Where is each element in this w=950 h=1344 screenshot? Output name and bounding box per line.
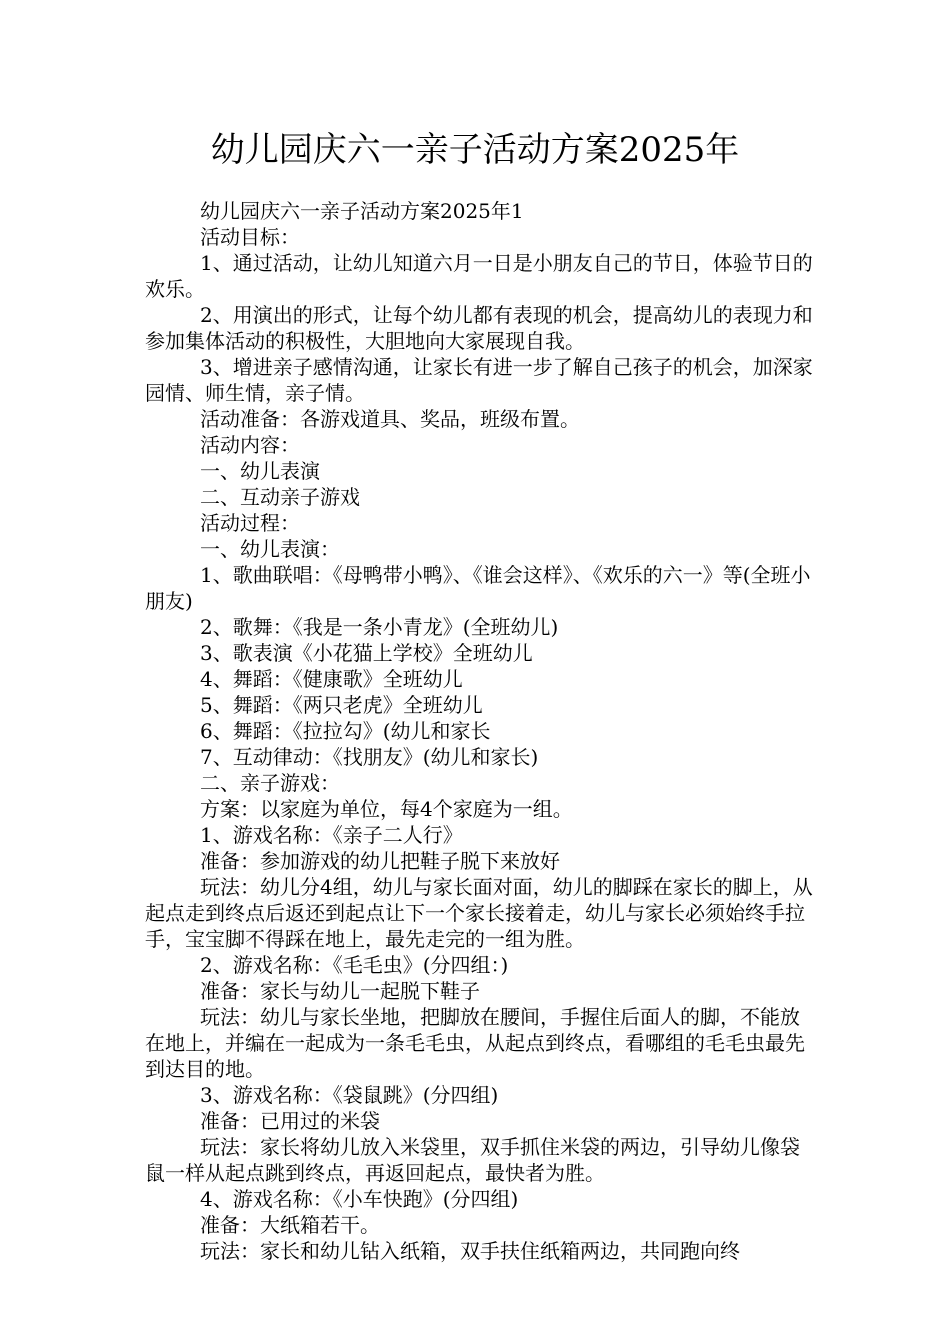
paragraph: 方案：以家庭为单位，每4个家庭为一组。 xyxy=(200,797,573,821)
document-body xyxy=(145,198,813,1264)
paragraph: 1、通过活动，让幼儿知道六月一日是小朋友自己的节日，体验节日的欢乐。 xyxy=(145,251,813,301)
paragraph: 活动目标： xyxy=(200,225,300,249)
paragraph: 准备：参加游戏的幼儿把鞋子脱下来放好 xyxy=(200,849,560,873)
paragraph: 玩法：家长和幼儿钻入纸箱，双手扶住纸箱两边，共同跑向终 xyxy=(200,1239,740,1263)
paragraph: 4、游戏名称：《小车快跑》(分四组) xyxy=(200,1187,519,1211)
paragraph: 一、幼儿表演 xyxy=(200,459,320,483)
paragraph: 2、用演出的形式，让每个幼儿都有表现的机会，提高幼儿的表现力和参加集体活动的积极性，大胆地向大家展现自我。 xyxy=(145,303,813,353)
paragraph: 玩法：家长将幼儿放入米袋里，双手抓住米袋的两边，引导幼儿像袋鼠一样从起点跳到终点，再返回起点，最快者为胜。 xyxy=(145,1135,800,1185)
paragraph: 二、互动亲子游戏 xyxy=(200,485,360,509)
paragraph: 3、歌表演《小花猫上学校》全班幼儿 xyxy=(200,641,533,665)
paragraph: 活动内容： xyxy=(200,433,300,457)
paragraph: 2、游戏名称：《毛毛虫》(分四组：) xyxy=(200,953,509,977)
paragraph: 准备：家长与幼儿一起脱下鞋子 xyxy=(200,979,480,1003)
paragraph: 玩法：幼儿与家长坐地，把脚放在腰间，手握住后面人的脚，不能放在地上，并编在一起成为一条毛毛虫，从起点到终点，看哪组的毛毛虫最先到达目的地。 xyxy=(145,1005,805,1081)
paragraph: 4、舞蹈：《健康歌》全班幼儿 xyxy=(200,667,463,691)
paragraph: 准备：大纸箱若干。 xyxy=(200,1213,380,1237)
paragraph: 3、增进亲子感情沟通，让家长有进一步了解自己孩子的机会，加深家园情、师生情，亲子情。 xyxy=(145,355,813,405)
paragraph: 二、亲子游戏： xyxy=(200,771,340,795)
paragraph: 3、游戏名称：《袋鼠跳》(分四组) xyxy=(200,1083,499,1107)
paragraph: 1、歌曲联唱：《母鸭带小鸭》、《谁会这样》、《欢乐的六一》等(全班小朋友) xyxy=(145,563,811,613)
paragraph: 活动过程： xyxy=(200,511,300,535)
paragraph: 6、舞蹈：《拉拉勾》(幼儿和家长 xyxy=(200,719,491,743)
paragraph: 2、歌舞：《我是一条小青龙》(全班幼儿) xyxy=(200,615,559,639)
paragraph: 幼儿园庆六一亲子活动方案2025年1 xyxy=(200,199,524,223)
paragraph: 玩法：幼儿分4组，幼儿与家长面对面，幼儿的脚踩在家长的脚上，从起点走到终点后返还到起点让下一个家长接着走，幼儿与家长必须始终手拉手，宝宝脚不得踩在地上，最先走完的一组为胜。 xyxy=(145,875,813,951)
paragraph: 7、互动律动：《找朋友》(幼儿和家长) xyxy=(200,745,539,769)
paragraph: 准备：已用过的米袋 xyxy=(200,1109,380,1133)
document-title: 幼儿园庆六一亲子活动方案2025年 xyxy=(210,130,740,170)
paragraph: 1、游戏名称：《亲子二人行》 xyxy=(200,823,463,847)
paragraph: 一、幼儿表演： xyxy=(200,537,340,561)
paragraph: 5、舞蹈：《两只老虎》全班幼儿 xyxy=(200,693,483,717)
paragraph: 活动准备：各游戏道具、奖品，班级布置。 xyxy=(200,407,580,431)
